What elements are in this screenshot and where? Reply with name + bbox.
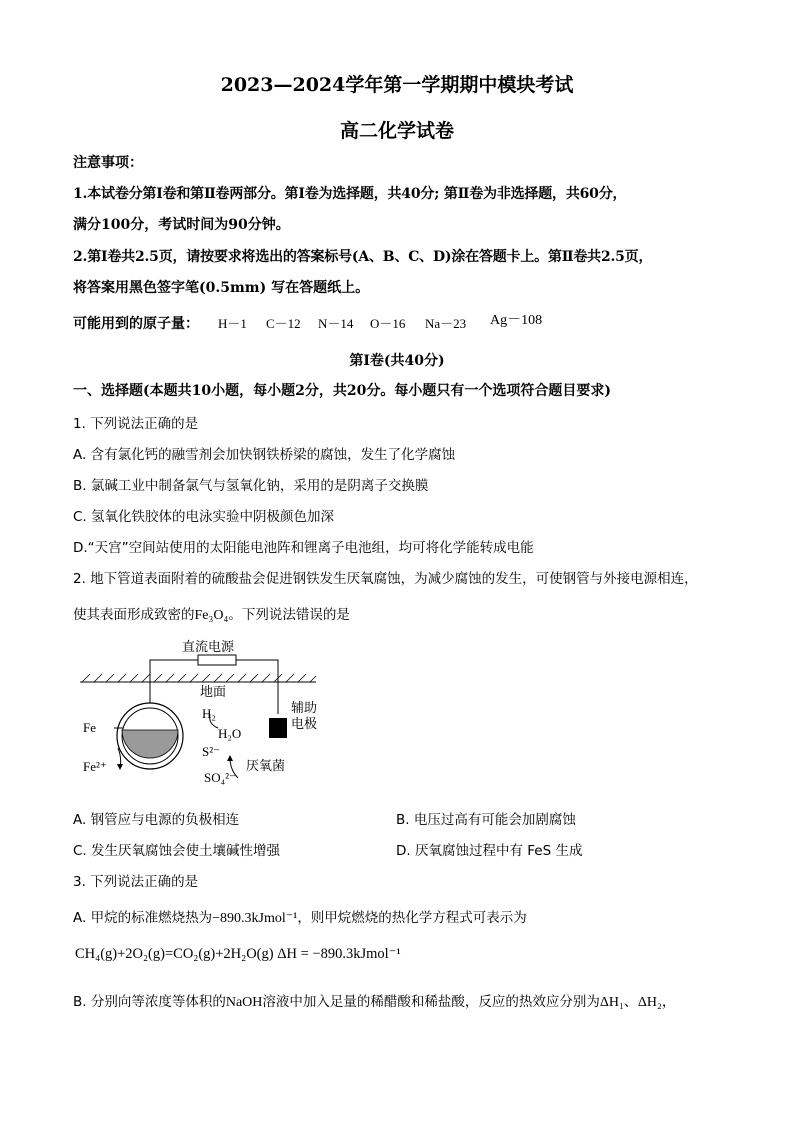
notice-line-1: 1.本试卷分第Ⅰ卷和第Ⅱ卷两部分。第Ⅰ卷为选择题，共40分; 第Ⅱ卷为非选择题，共60分， <box>73 186 627 202</box>
q1-option-a: A. 含有氯化钙的融雪剂会加快钢铁桥梁的腐蚀，发生了化学腐蚀 <box>73 447 456 463</box>
q3-a-pre: A. 甲烷的标准燃烧热为 <box>73 910 213 926</box>
exam-title: 2023—2024学年第一学期期中模块考试 <box>220 74 574 96</box>
q2-option-a: A. 钢管应与电源的负极相连 <box>73 812 240 828</box>
reduction-arrowhead <box>227 755 233 761</box>
q2-option-d: D. 厌氧腐蚀过程中有 FeS 生成 <box>396 843 583 859</box>
q2-formula: Fe₃O₄ <box>194 608 229 623</box>
so4-label: SO₄²⁻ <box>204 770 236 785</box>
h2-label: H₂ <box>202 706 216 721</box>
atomic-mass-n: N－14 <box>318 316 354 331</box>
section-heading: 一、选择题(本题共10小题，每小题2分，共20分。每小题只有一个选项符合题目要求) <box>73 383 611 399</box>
resistor-symbol <box>198 655 236 665</box>
ground-label: 地面 <box>200 684 227 699</box>
fe-label: Fe <box>83 720 96 735</box>
q3-a-value: −890.3kJmol⁻¹ <box>212 911 298 926</box>
q2-stem-pre: 使其表面形成致密的 <box>73 607 195 623</box>
notice-line-3: 2.第Ⅰ卷共2.5页，请按要求将选出的答案标号(A、B、C、D)涂在答题卡上。第Ⅱ卷共2.5页， <box>73 249 653 265</box>
q3-option-a <box>73 906 527 927</box>
q3-b-post: 溶液中加入足量的稀醋酸和稀盐酸，反应的热效应分别为 <box>262 994 600 1010</box>
aux-label-1: 辅助 <box>291 700 318 715</box>
aux-label-2: 电极 <box>291 716 318 731</box>
q2-stem-line-1: 2. 地下管道表面附着的硫酸盐会促进钢铁发生厌氧腐蚀，为减少腐蚀的发生，可使钢管与外接电源相连， <box>73 571 698 587</box>
part1-title: 第Ⅰ卷(共40分) <box>349 353 445 369</box>
atomic-mass-label: 可能用到的原子量： <box>73 316 199 332</box>
notice-heading: 注意事项： <box>73 155 143 171</box>
q2-stem-line-2 <box>73 603 350 624</box>
bacteria-label: 厌氧菌 <box>246 758 286 773</box>
power-label: 直流电源 <box>182 639 235 654</box>
corrosion-diagram <box>70 632 330 802</box>
atomic-mass-o: O－16 <box>370 316 406 331</box>
q3-stem: 3. 下列说法正确的是 <box>73 874 199 890</box>
fe2-arrowhead <box>117 764 123 770</box>
atomic-mass-ag: Ag－108 <box>490 313 543 328</box>
q3-option-b <box>73 990 676 1011</box>
ground-hatching <box>82 674 316 682</box>
notice-line-2: 满分100分，考试时间为90分钟。 <box>73 217 290 233</box>
q3-a-post: ，则甲烷燃烧的热化学方程式可表示为 <box>297 910 527 926</box>
q2-option-b: B. 电压过高有可能会加剧腐蚀 <box>396 812 576 828</box>
atomic-mass-c: C－12 <box>266 316 301 331</box>
q3-b-pre: B. 分别向等浓度等体积的 <box>73 994 226 1010</box>
atomic-mass-h: H－1 <box>218 316 247 331</box>
notice-line-4: 将答案用黑色签字笔(0.5mm) 写在答题纸上。 <box>73 280 370 296</box>
q3-b-naoh: NaOH <box>225 995 263 1010</box>
q3-b-dh: ΔH₁、ΔH₂， <box>599 995 676 1010</box>
q2-stem-post: 。下列说法错误的是 <box>228 607 350 623</box>
q1-stem: 1. 下列说法正确的是 <box>73 416 199 432</box>
h2o-label: H₂O <box>218 726 242 741</box>
s2-label: S²⁻ <box>202 744 220 759</box>
fe2-label: Fe²⁺ <box>83 759 107 774</box>
q1-option-c: C. 氢氧化铁胶体的电泳实验中阴极颜色加深 <box>73 509 335 525</box>
q1-option-d: D.“天宫”空间站使用的太阳能电池阵和锂离子电池组，均可将化学能转成电能 <box>73 540 534 556</box>
q2-option-c: C. 发生厌氧腐蚀会使土壤碱性增强 <box>73 843 281 859</box>
auxiliary-electrode <box>269 718 287 738</box>
q1-option-b: B. 氯碱工业中制备氯气与氢氧化钠，采用的是阴离子交换膜 <box>73 478 429 494</box>
exam-subtitle: 高二化学试卷 <box>339 120 454 142</box>
q3-equation: CH₄(g)+2O₂(g)=CO₂(g)+2H₂O(g) ΔH = −890.3kJmol⁻¹ <box>75 946 401 962</box>
atomic-mass-na: Na－23 <box>425 316 467 331</box>
